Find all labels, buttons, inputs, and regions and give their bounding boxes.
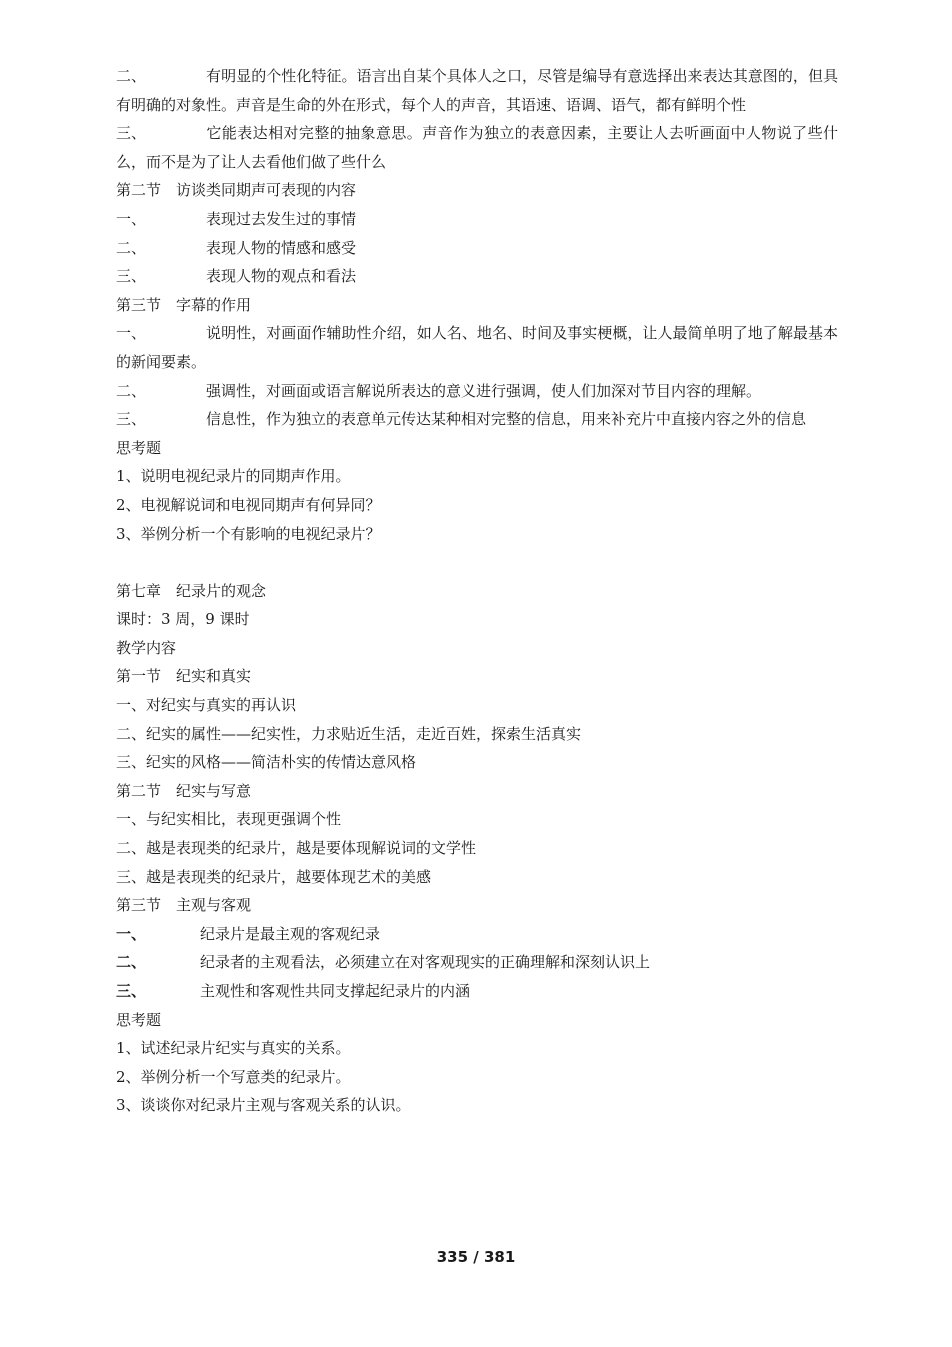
section-heading: 第二节 纪实与写意 xyxy=(116,781,252,800)
list-item: 一、对纪实与真实的再认识 xyxy=(116,696,297,715)
question-item: 1、试述纪录片纪实与真实的关系。 xyxy=(116,1039,351,1058)
teaching-content-label: 教学内容 xyxy=(116,638,177,657)
item-text: 表现人物的情感和感受 xyxy=(206,238,357,257)
paragraph-three xyxy=(116,119,838,176)
page-content xyxy=(116,62,838,1120)
list-item: 二、纪实的属性——纪实性，力求贴近生活，走近百姓，探索生活真实 xyxy=(116,724,582,743)
item-number: 一、 xyxy=(116,324,147,343)
item-number: 一、 xyxy=(116,924,147,943)
item-text: 强调性，对画面或语言解说所表达的意义进行强调，使人们加深对节目内容的理解。 xyxy=(206,381,762,400)
item-text: 主观性和客观性共同支撑起纪录片的内涵 xyxy=(200,982,471,1000)
list-item: 三、越是表现类的纪录片，越要体现艺术的美感 xyxy=(116,867,432,886)
section-heading: 第一节 纪实和真实 xyxy=(116,667,252,686)
item-text: 说明性，对画面作辅助性介绍，如人名、地名、时间及事实梗概，让人最简单明了地了解最基本的新闻要素。 xyxy=(116,324,838,371)
item-number: 二、 xyxy=(116,953,147,972)
list-item xyxy=(116,377,838,406)
section-heading: 第二节 访谈类同期声可表现的内容 xyxy=(116,181,357,200)
item-text: 表现人物的观点和看法 xyxy=(206,267,357,286)
list-item xyxy=(116,234,838,263)
section-heading: 第三节 字幕的作用 xyxy=(116,295,252,314)
chapter-title: 第七章 纪录片的观念 xyxy=(116,581,267,600)
list-item: 二、越是表现类的纪录片，越是要体现解说词的文学性 xyxy=(116,839,477,858)
class-hours: 课时：3 周，9 课时 xyxy=(116,610,250,629)
paragraph-text: 它能表达相对完整的抽象意思。声音作为独立的表意因素，主要让人去听画面中人物说了些什么，而不是为了让人去看他们做了些什么 xyxy=(116,124,838,171)
page-number: 335 / 381 xyxy=(436,1248,516,1266)
paragraph-two xyxy=(116,62,838,119)
item-number: 二、 xyxy=(116,238,147,257)
item-number: 二、 xyxy=(116,67,147,85)
question-item: 2、电视解说词和电视同期声有何异同？ xyxy=(116,495,381,514)
list-item xyxy=(116,405,838,434)
item-text: 信息性，作为独立的表意单元传达某种相对完整的信息，用来补充片中直接内容之外的信息 xyxy=(206,410,807,429)
list-item xyxy=(116,948,838,977)
item-number: 二、 xyxy=(116,381,147,400)
questions-heading: 思考题 xyxy=(116,1010,162,1029)
question-item: 3、举例分析一个有影响的电视纪录片？ xyxy=(116,524,381,543)
paragraph-text: 有明显的个性化特征。语言出自某个具体人之口，尽管是编导有意选择出来表达其意图的，但具有明确的对象性。声音是生命的外在形式，每个人的声音，其语速、语调、语气，都有鲜明个性 xyxy=(116,67,838,114)
item-number: 三、 xyxy=(116,124,147,143)
item-text: 表现过去发生过的事情 xyxy=(206,209,357,228)
list-item xyxy=(116,319,838,376)
list-item xyxy=(116,920,838,949)
item-number: 三、 xyxy=(116,982,147,1000)
item-text: 纪录者的主观看法，必须建立在对客观现实的正确理解和深刻认识上 xyxy=(200,953,651,972)
list-item xyxy=(116,205,838,234)
list-item: 三、纪实的风格——简洁朴实的传情达意风格 xyxy=(116,753,417,772)
item-number: 三、 xyxy=(116,410,147,429)
spacer xyxy=(116,548,838,577)
question-item: 3、谈谈你对纪录片主观与客观关系的认识。 xyxy=(116,1096,411,1115)
list-item xyxy=(116,977,838,1006)
item-number: 三、 xyxy=(116,267,147,286)
list-item: 一、与纪实相比，表现更强调个性 xyxy=(116,810,342,829)
item-text: 纪录片是最主观的客观纪录 xyxy=(200,924,381,943)
list-item xyxy=(116,262,838,291)
section-heading: 第三节 主观与客观 xyxy=(116,896,252,915)
item-number: 一、 xyxy=(116,209,147,228)
question-item: 1、说明电视纪录片的同期声作用。 xyxy=(116,467,351,486)
question-item: 2、举例分析一个写意类的纪录片。 xyxy=(116,1067,351,1086)
questions-heading: 思考题 xyxy=(116,438,162,457)
